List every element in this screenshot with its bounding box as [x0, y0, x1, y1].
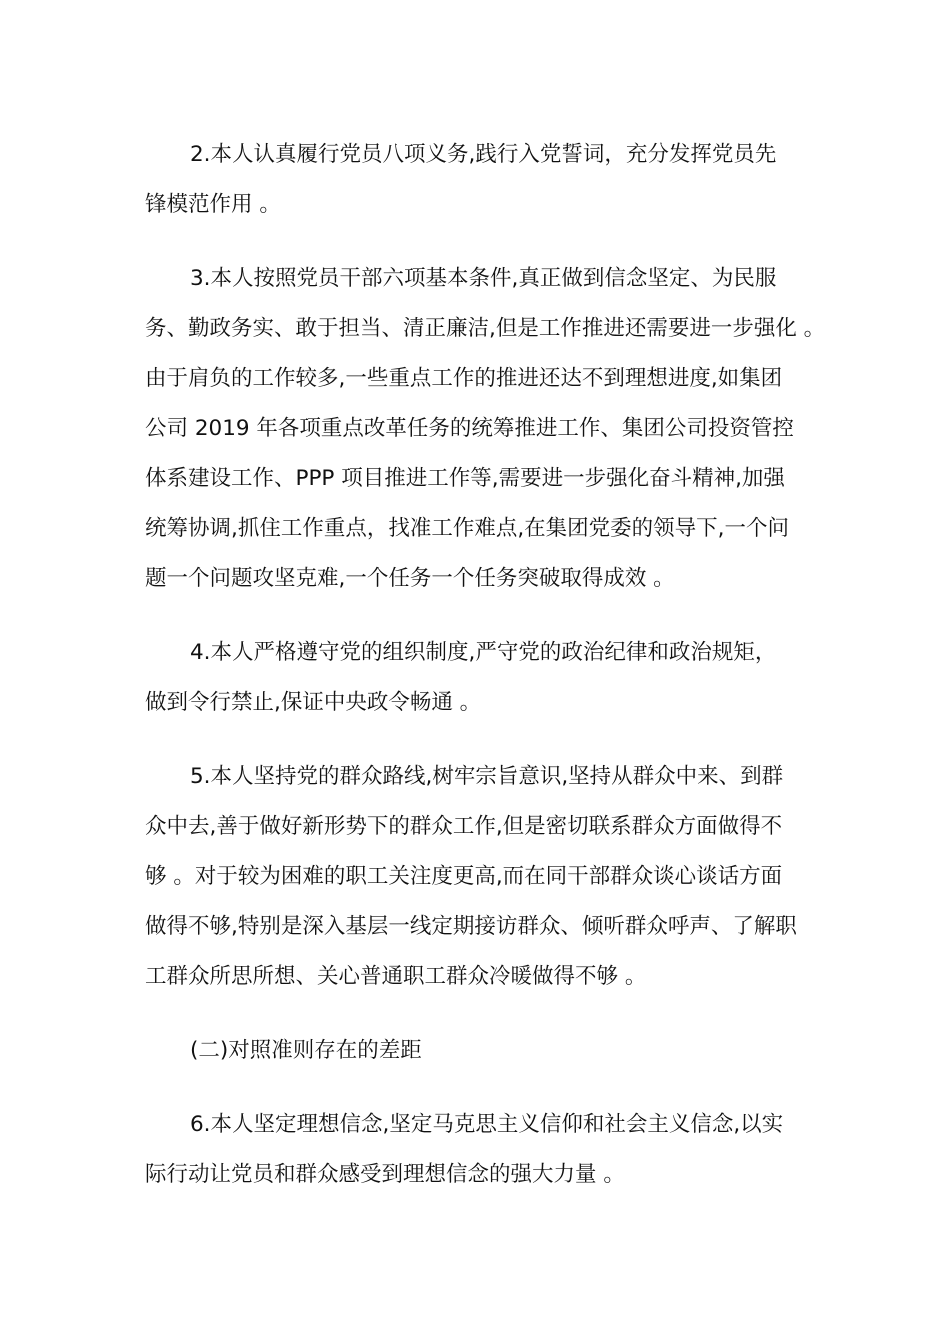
paragraph-line: 2.本人认真履行党员八项义务,践行入党誓词，充分发挥党员先	[190, 142, 777, 167]
paragraph-line: 做得不够,特别是深入基层一线定期接访群众、倾听群众呼声、了解职	[145, 914, 797, 939]
paragraph-line: 6.本人坚定理想信念,坚定马克思主义信仰和社会主义信念,以实	[190, 1112, 784, 1137]
paragraph-line: 4.本人严格遵守党的组织制度,严守党的政治纪律和政治规矩，	[190, 640, 777, 665]
section-heading	[145, 1026, 820, 1076]
paragraph-line: 公司 2019 年各项重点改革任务的统筹推进工作、集团公司投资管控	[145, 416, 794, 441]
paragraph-line: 务、勤政务实、敢于担当、清正廉洁,但是工作推进还需要进一步强化 。	[145, 316, 826, 341]
paragraph-line: 工群众所思所想、关心普通职工群众冷暖做得不够 。	[145, 964, 647, 989]
paragraph-line: 3.本人按照党员干部六项基本条件,真正做到信念坚定、为民服	[190, 266, 777, 291]
paragraph-line: 做到令行禁止,保证中央政令畅通 。	[145, 690, 482, 715]
paragraph-item-3	[145, 254, 826, 604]
section-heading-text: (二)对照准则存在的差距	[190, 1038, 422, 1063]
paragraph-line: 由于肩负的工作较多,一些重点工作的推进还达不到理想进度,如集团	[145, 366, 783, 391]
paragraph-item-5	[145, 752, 820, 1002]
paragraph-line: 题一个问题攻坚克难,一个任务一个任务突破取得成效 。	[145, 566, 675, 591]
paragraph-item-2	[145, 130, 820, 230]
paragraph-line: 际行动让党员和群众感受到理想信念的强大力量 。	[145, 1162, 625, 1187]
paragraph-line: 5.本人坚持党的群众路线,树牢宗旨意识,坚持从群众中来、到群	[190, 764, 784, 789]
paragraph-line: 众中去,善于做好新形势下的群众工作,但是密切联系群众方面做得不	[145, 814, 783, 839]
paragraph-line: 够 。对于较为困难的职工关注度更高,而在同干部群众谈心谈话方面	[145, 864, 783, 889]
document-body	[145, 130, 826, 1224]
paragraph-line: 统筹协调,抓住工作重点，找准工作难点,在集团党委的领导下,一个问	[145, 516, 790, 541]
paragraph-item-6	[145, 1100, 820, 1200]
paragraph-line: 体系建设工作、PPP 项目推进工作等,需要进一步强化奋斗精神,加强	[145, 466, 785, 491]
paragraph-item-4	[145, 628, 820, 728]
paragraph-line: 锋模范作用 。	[145, 192, 281, 217]
